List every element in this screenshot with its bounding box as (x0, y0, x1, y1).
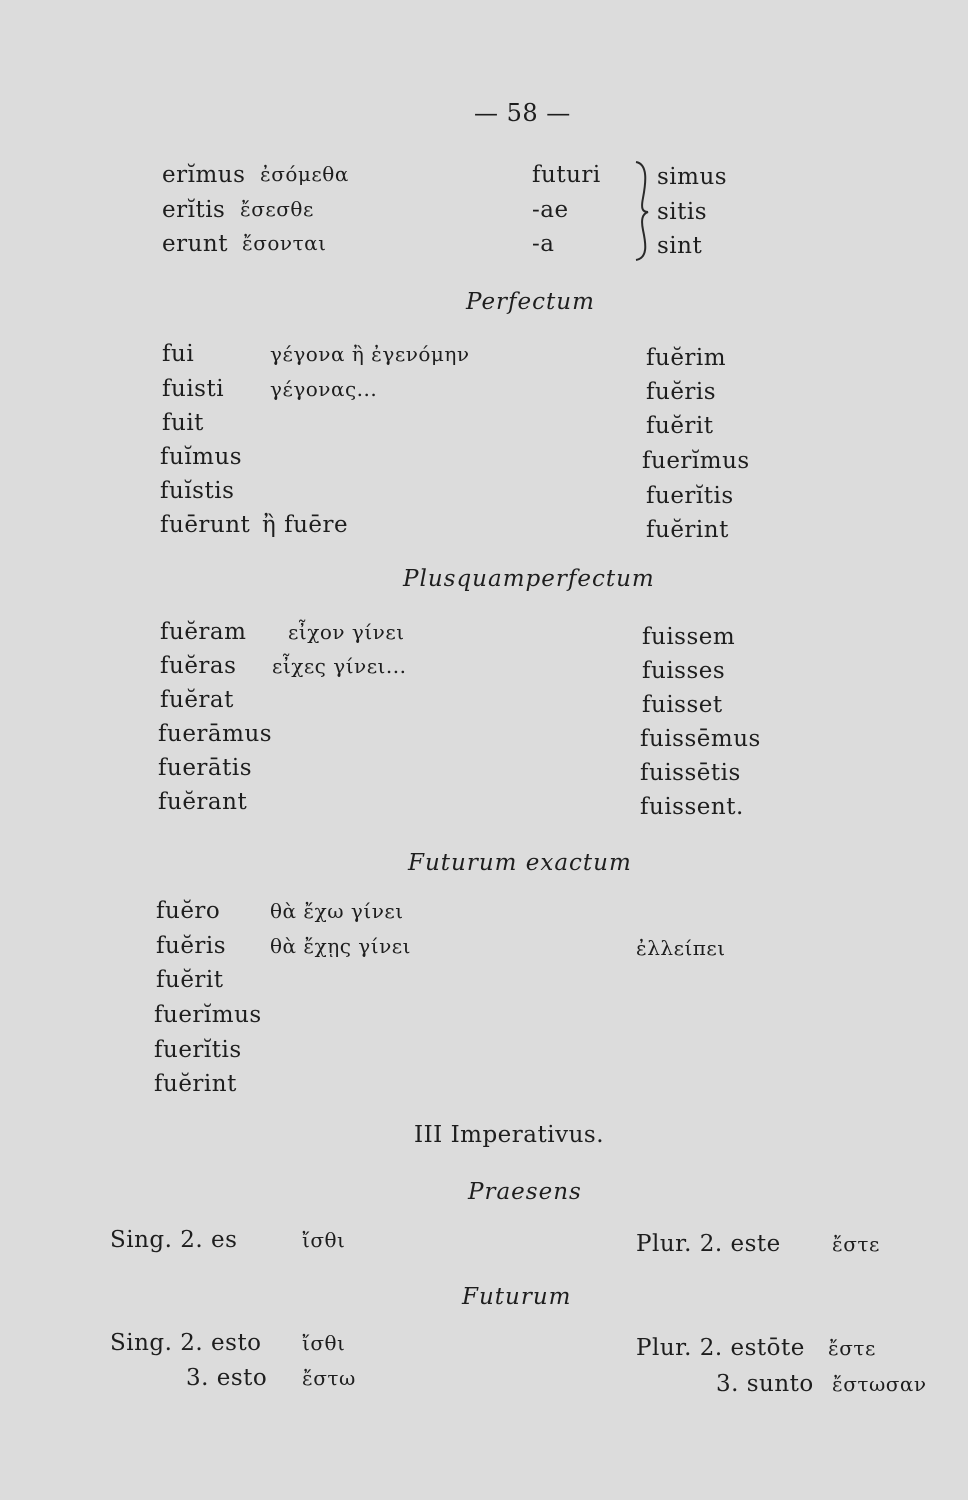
plusquam-greek-1: εἶχον γίνει (288, 620, 405, 644)
plusquam-left-5: fuerātis (158, 755, 253, 781)
futurum-sing2-label: Sing. 2. esto (110, 1330, 262, 1356)
perfectum-right-6: fuĕrint (646, 517, 729, 543)
futex-left-4: fuerĭmus (154, 1002, 262, 1028)
sum-row-1-greek: ἐσόμεθα (260, 162, 349, 186)
plusquam-greek-2: εἶχες γίνει... (272, 654, 407, 678)
plusquam-left-2: fuĕras (160, 653, 237, 679)
perfectum-left-3: fuit (162, 410, 204, 436)
futuri-2: -ae (532, 197, 569, 223)
sum-row-3-greek: ἔσονται (242, 231, 327, 255)
curly-brace (632, 158, 654, 262)
plusquam-right-3: fuisset (642, 692, 723, 718)
perfectum-left-2: fuisti (162, 376, 225, 402)
futex-note: ἐλλείπει (636, 936, 726, 960)
plusquam-right-6: fuissent. (640, 794, 744, 820)
futurum-exactum-heading: Futurum exactum (408, 850, 632, 876)
futex-greek-2: θὰ ἔχῃς γίνει (270, 934, 411, 958)
futex-left-2: fuĕris (156, 933, 227, 959)
imperativus-heading: III Imperativus. (414, 1122, 605, 1148)
futuri-1: futuri (532, 162, 601, 188)
sum-row-2-greek: ἔσεσθε (240, 197, 314, 221)
plusquam-right-1: fuissem (642, 624, 736, 650)
futex-left-6: fuĕrint (154, 1071, 237, 1097)
futex-left-3: fuĕrit (156, 967, 224, 993)
plusquam-right-2: fuisses (642, 658, 726, 684)
perfectum-left-4: fuĭmus (160, 444, 243, 470)
ending-3: sint (657, 233, 703, 259)
perfectum-alt: ἢ fuēre (262, 512, 349, 538)
perfectum-right-4: fuerĭmus (642, 448, 750, 474)
plusquam-right-4: fuissēmus (640, 726, 761, 752)
futurum-plur3-label: 3. sunto (716, 1371, 814, 1397)
futurum-sing3-label: 3. esto (186, 1365, 268, 1391)
futurum-sing3-greek: ἔστω (302, 1366, 356, 1390)
sum-row-2-latin: erĭtis (162, 197, 226, 223)
sum-row-3-latin: erunt (162, 231, 228, 257)
perfectum-right-1: fuĕrim (646, 345, 727, 371)
perfectum-left-1: fui (162, 341, 195, 367)
ending-1: simus (657, 164, 728, 190)
plusquam-left-4: fuerāmus (158, 721, 273, 747)
plusquam-right-5: fuissētis (640, 760, 741, 786)
futurum-plur2-label: Plur. 2. estōte (636, 1335, 805, 1361)
futex-left-1: fuĕro (156, 898, 221, 924)
perfectum-right-3: fuĕrit (646, 413, 714, 439)
perfectum-left-5: fuĭstis (160, 478, 235, 504)
praesens-sing-greek: ἴσθι (302, 1228, 346, 1252)
plusquam-left-1: fuĕram (160, 619, 247, 645)
ending-2: sitis (657, 199, 708, 225)
page-number: — 58 — (474, 99, 571, 127)
futurum-plur3-greek: ἔστωσαν (832, 1372, 927, 1396)
sum-row-1-latin: erĭmus (162, 162, 246, 188)
futurum-sing2-greek: ἴσθι (302, 1331, 346, 1355)
futex-greek-1: θὰ ἔχω γίνει (270, 899, 404, 923)
perfectum-greek-2: γέγονας... (270, 377, 378, 401)
futex-left-5: fuerĭtis (154, 1037, 242, 1063)
praesens-sing-label: Sing. 2. es (110, 1227, 238, 1253)
plusquamperfectum-heading: Plusquamperfectum (403, 566, 655, 592)
perfectum-left-6: fuērunt (160, 512, 251, 538)
praesens-plur-greek: ἔστε (832, 1232, 880, 1256)
praesens-heading: Praesens (468, 1179, 582, 1205)
futurum-plur2-greek: ἔστε (828, 1336, 876, 1360)
futurum-heading: Futurum (462, 1284, 572, 1310)
perfectum-greek-1: γέγονα ἢ ἐγενόμην (270, 342, 470, 366)
praesens-plur-label: Plur. 2. este (636, 1231, 781, 1257)
perfectum-right-2: fuĕris (646, 379, 717, 405)
perfectum-right-5: fuerĭtis (646, 483, 734, 509)
perfectum-heading: Perfectum (466, 289, 595, 315)
plusquam-left-3: fuĕrat (160, 687, 234, 713)
futuri-3: -a (532, 231, 555, 257)
plusquam-left-6: fuĕrant (158, 789, 248, 815)
